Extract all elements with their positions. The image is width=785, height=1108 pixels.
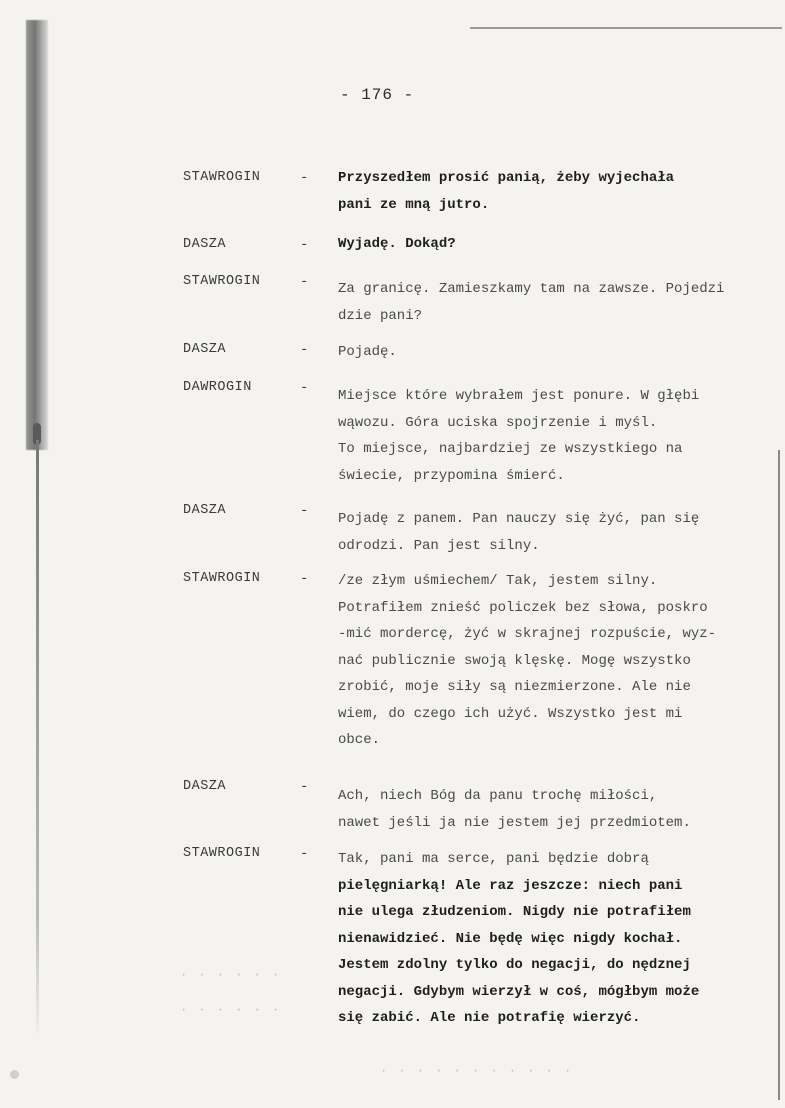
speaker-dash: -: [300, 274, 309, 290]
speech-line: Ach, niech Bóg da panu trochę miłości,: [338, 788, 658, 804]
speech-line: Miejsce które wybrałem jest ponure. W głębi: [338, 388, 700, 404]
speaker-dash: -: [300, 779, 309, 795]
speaker-dash: -: [300, 846, 309, 862]
binding-shadow: [26, 20, 48, 450]
speech-line: obce.: [338, 732, 381, 748]
speech-line: Przyszedłem prosić panią, żeby wyjechała: [338, 170, 675, 186]
speaker-name: DAWROGIN: [183, 380, 252, 395]
speaker-name: DASZA: [183, 779, 227, 794]
speaker-name: DASZA: [183, 503, 227, 518]
speech-block: [338, 165, 768, 218]
speech-block: [338, 846, 768, 1032]
speech-line: Potrafiłem znieść policzek bez słowa, poskro: [338, 599, 708, 616]
speech-block: [338, 568, 768, 754]
speech-line: nać publicznie swoją klęskę. Mogę wszystko: [338, 652, 691, 669]
speech-line: wąwozu. Góra uciska spojrzenie i myśl.: [338, 414, 658, 431]
speaker-dash: -: [300, 237, 309, 253]
speech-line: -mić mordercę, żyć w skrajnej rozpuście, wyz-: [338, 626, 717, 642]
speech-line: Tak, pani ma serce, pani będzie dobrą: [338, 851, 649, 867]
speaker-dash: -: [300, 571, 309, 587]
speech-line: /ze złym uśmiechem/ Tak, jestem silny.: [338, 573, 658, 589]
speaker-name: STAWROGIN: [183, 170, 261, 185]
speaker-name: STAWROGIN: [183, 571, 261, 586]
speech-block: [338, 276, 768, 329]
punch-hole: [10, 1070, 19, 1079]
speech-line: się zabić. Ale nie potrafię wierzyć.: [338, 1010, 641, 1026]
speaker-dash: -: [300, 380, 309, 396]
bleed-through-mark: · · · · · ·: [180, 968, 282, 982]
speech-block: [338, 506, 768, 559]
speech-line: nie ulega złudzeniom. Nigdy nie potrafiłem: [338, 904, 691, 920]
speech-block: [338, 783, 768, 836]
speech-line: wiem, do czego ich użyć. Wszystko jest mi: [338, 705, 683, 722]
speech-block: [338, 383, 768, 489]
speech-line: dzie pani?: [338, 307, 423, 324]
speech-line: pielęgniarką! Ale raz jeszcze: niech pani: [338, 877, 683, 894]
speech-line: zrobić, moje siły są niezmierzone. Ale nie: [338, 679, 691, 695]
speech-line: nawet jeśli ja nie jestem jej przedmiotem.: [338, 814, 691, 831]
speech-line: Za granicę. Zamieszkamy tam na zawsze. Pojedzi: [338, 281, 725, 297]
speech-block: [338, 339, 768, 366]
speaker-name: STAWROGIN: [183, 274, 261, 289]
speech-line: nienawidzieć. Nie będę więc nigdy kochał.: [338, 930, 683, 947]
speech-line: To miejsce, najbardziej ze wszystkiego na: [338, 441, 683, 457]
speech-block: [338, 231, 768, 258]
speech-line: Wyjadę. Dokąd?: [338, 236, 456, 252]
speech-line: Jestem zdolny tylko do negacji, do nędznej: [338, 957, 691, 973]
paper-edge-top: [470, 27, 782, 29]
speech-line: odrodzi. Pan jest silny.: [338, 537, 540, 554]
speech-line: świecie, przypomina śmierć.: [338, 467, 565, 484]
speech-line: Pojadę.: [338, 344, 397, 360]
speaker-dash: -: [300, 170, 309, 186]
paper-edge-right: [778, 450, 780, 1100]
speaker-dash: -: [300, 503, 309, 519]
speaker-name: DASZA: [183, 237, 227, 252]
speech-line: Pojadę z panem. Pan nauczy się żyć, pan się: [338, 511, 700, 527]
speaker-name: DASZA: [183, 342, 227, 357]
page-number: - 176 -: [340, 86, 415, 104]
speech-line: negacji. Gdybym wierzył w coś, mógłbym może: [338, 983, 700, 1000]
speaker-dash: -: [300, 342, 309, 358]
speech-line: pani ze mną jutro.: [338, 196, 490, 213]
bleed-through-mark: · · · · · · · · · · ·: [380, 1064, 574, 1078]
speaker-name: STAWROGIN: [183, 846, 261, 861]
bleed-through-mark: · · · · · ·: [180, 1003, 282, 1017]
binding-edge: [36, 440, 39, 1040]
